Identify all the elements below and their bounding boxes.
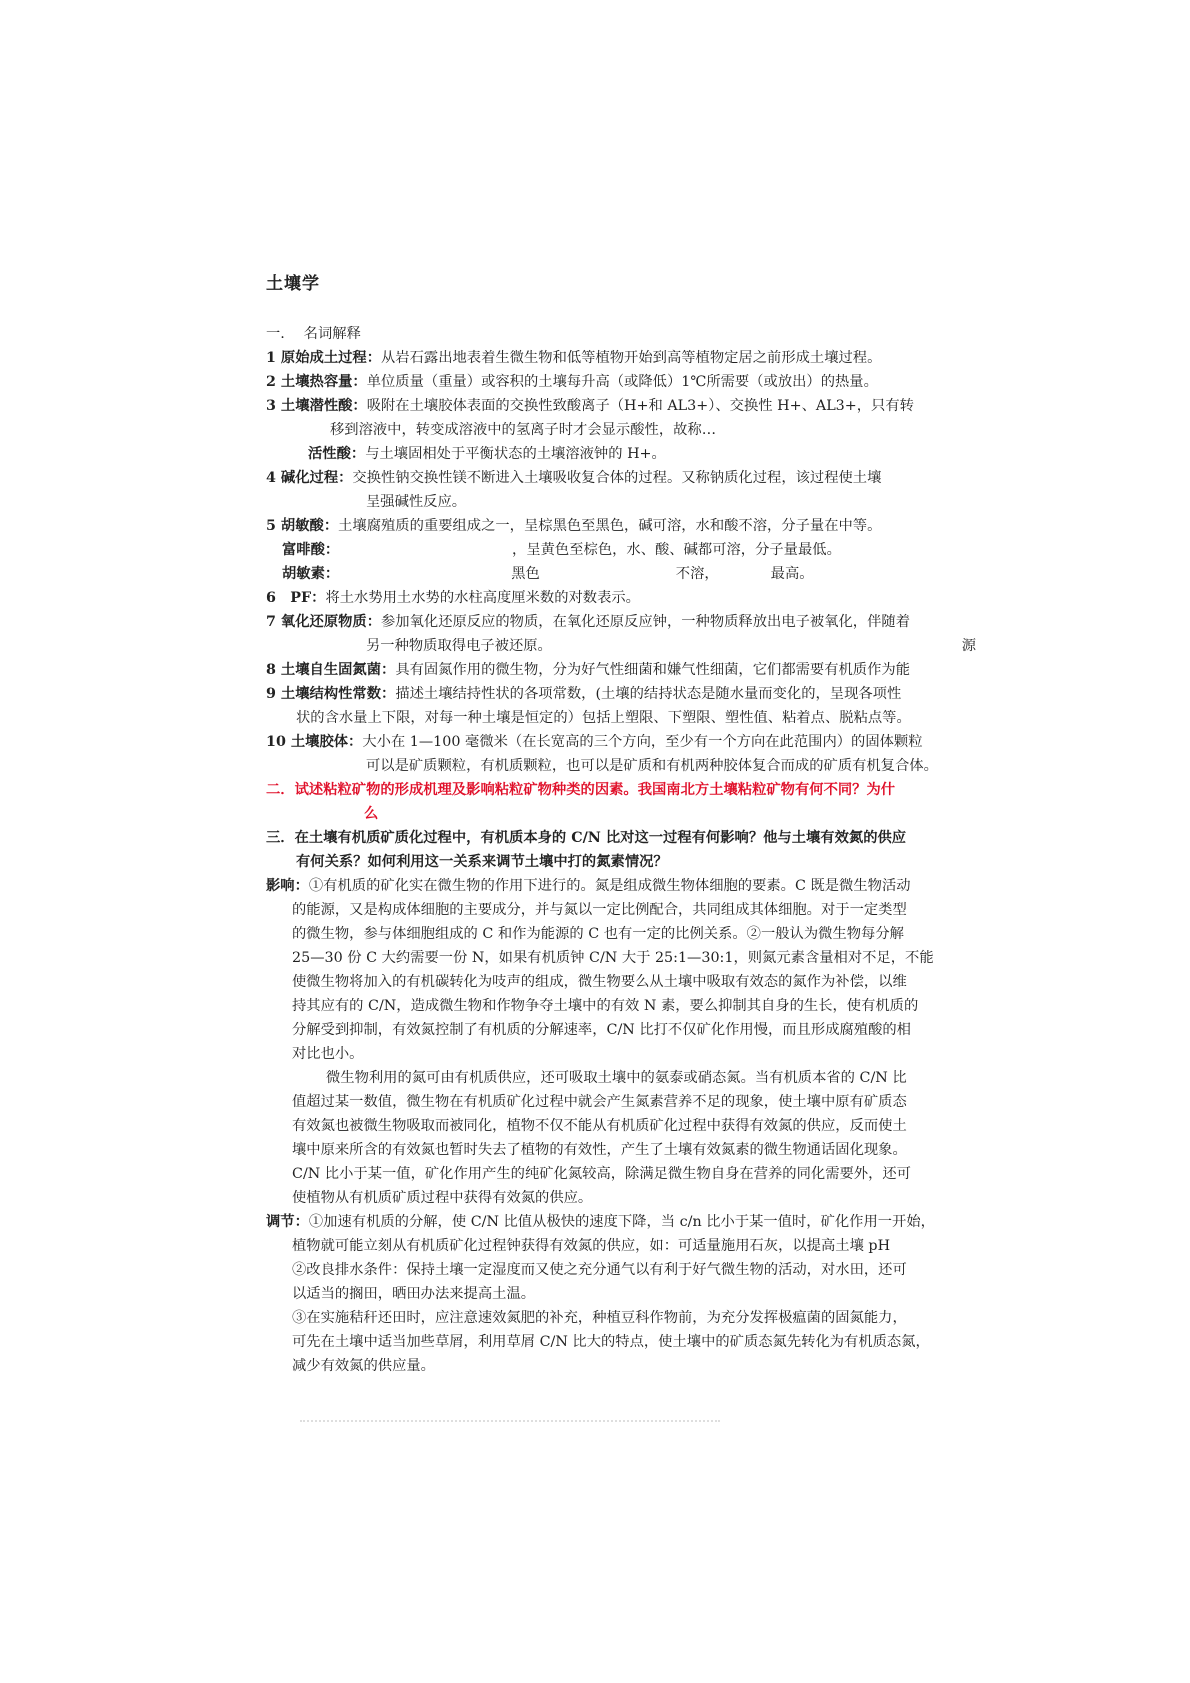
term-fragment: 另一种物质取得电子被还原。 — [366, 638, 552, 654]
term-definition: 描述土壤结持性状的各项常数，(土壤的结持状态是随水量而变化的，呈现各项性 — [395, 686, 902, 702]
term-fragment: 源 — [961, 638, 976, 654]
effect-text: ①有机质的矿化实在微生物的作用下进行的。氮是组成微生物体细胞的要素。C 既是微生物活动 — [308, 878, 911, 894]
term-label: 胡敏素： — [282, 566, 340, 582]
term-4-continuation: 呈强碱性反应。 — [366, 494, 467, 510]
question-2: 二．试述粘粒矿物的形成机理及影响粘粒矿物种类的因素。我国南北方土壤粘粒矿物有何不同？为什 — [266, 782, 896, 798]
effect-line-1 — [266, 874, 976, 898]
section-heading: 一. 名词解释 — [266, 326, 361, 342]
question-2-continuation: 么 — [364, 806, 379, 822]
term-label: 10 土壤胶体： — [266, 734, 363, 750]
effect-para2-line: 微生物利用的氮可由有机质供应，还可吸取土壤中的氨泰或硝态氮。当有机质本省的 C/N 比 — [326, 1070, 907, 1086]
term-2 — [266, 370, 976, 394]
term-9 — [266, 682, 976, 706]
faded-text-remnant — [300, 1420, 720, 1432]
term-fragment: 不溶， — [675, 566, 719, 582]
effect-para2-line: C/N 比小于某一值，矿化作用产生的纯矿化氮较高，除满足微生物自身在营养的同化需要外，还可 — [292, 1166, 911, 1182]
term-label: 3 土壤潜性酸： — [266, 398, 367, 414]
question-3-continuation: 有何关系？如何利用这一关系来调节土壤中打的氮素情况？ — [296, 854, 668, 870]
term-label: 8 土壤自生固氮菌： — [266, 662, 396, 678]
term-label: 2 土壤热容量： — [266, 374, 367, 390]
term-3b — [266, 442, 976, 466]
term-definition: 具有固氮作用的微生物，分为好气性细菌和嫌气性细菌，它们都需要有机质作为能 — [395, 662, 910, 678]
term-10-continuation: 可以是矿质颗粒，有机质颗粒，也可以是矿质和有机两种胶体复合而成的矿质有机复合体。 — [366, 758, 938, 774]
term-3 — [266, 394, 976, 418]
term-label: 1 原始成土过程： — [266, 350, 382, 366]
term-label: 5 胡敏酸： — [266, 518, 339, 534]
term-definition: ，呈黄色至棕色，水、酸、碱都可溶，分子量最低。 — [512, 542, 841, 558]
adjust-line: 减少有效氮的供应量。 — [292, 1358, 435, 1374]
term-label: 9 土壤结构性常数： — [266, 686, 396, 702]
effect-line: 对比也小。 — [292, 1046, 364, 1062]
term-7 — [266, 610, 976, 634]
term-fragment: 黑色 — [511, 566, 540, 582]
adjust-line: 植物就可能立刻从有机质矿化过程钟获得有效氮的供应，如：可适量施用石灰，以提高土壤 pH — [292, 1238, 891, 1254]
term-3-continuation: 移到溶液中，转变成溶液中的氢离子时才会显示酸性，故称… — [330, 422, 717, 438]
term-7-continuation — [266, 634, 976, 658]
effect-label: 影响： — [266, 878, 309, 894]
term-6 — [266, 586, 976, 610]
term-9-continuation: 状的含水量上下限，对每一种土壤是恒定的）包括上塑限、下塑限、塑性值、粘着点、脱粘点等。 — [296, 710, 911, 726]
effect-line: 分解受到抑制，有效氮控制了有机质的分解速率，C/N 比打不仅矿化作用慢，而且形成腐殖酸的相 — [292, 1022, 911, 1038]
term-definition: 与土壤固相处于平衡状态的土壤溶液钟的 H+。 — [365, 446, 666, 462]
term-label: 4 碱化过程： — [266, 470, 353, 486]
term-definition: 将土水势用土水势的水柱高度厘米数的对数表示。 — [325, 590, 640, 606]
term-label: 富啡酸： — [282, 542, 333, 558]
term-definition: 参加氧化还原反应的物质，在氧化还原反应钟，一种物质释放出电子被氧化，伴随着 — [381, 614, 910, 630]
term-definition: 单位质量（重量）或容积的土壤每升高（或降低）1℃所需要（或放出）的热量。 — [366, 374, 878, 390]
adjust-line: ②改良排水条件：保持土壤一定湿度而又使之充分通气以有利于好气微生物的活动，对水田，还可 — [292, 1262, 907, 1278]
effect-line: 使微生物将加入的有机碳转化为吱声的组成，微生物要么从土壤中吸取有效态的氮作为补偿，以维 — [292, 974, 907, 990]
term-5 — [266, 514, 976, 538]
effect-line: 25—30 份 C 大约需要一份 N，如果有机质钟 C/N 大于 25:1—30:1，则氮元素含量相对不足，不能 — [292, 950, 934, 966]
adjust-line: 可先在土壤中适当加些草屑，利用草屑 C/N 比大的特点，使土壤中的矿质态氮先转化为有机质态氮， — [292, 1334, 930, 1350]
term-label: 7 氧化还原物质： — [266, 614, 382, 630]
effect-line: 的能源，又是构成体细胞的主要成分，并与氮以一定比例配合，共同组成其体细胞。对于一定类型 — [292, 902, 907, 918]
adjust-label: 调节： — [266, 1214, 309, 1230]
adjust-line: 以适当的搁田，晒田办法来提高土温。 — [292, 1286, 536, 1302]
effect-line: 的微生物，参与体细胞组成的 C 和作为能源的 C 也有一定的比例关系。②一般认为微生物每分解 — [292, 926, 904, 942]
term-8 — [266, 658, 976, 682]
term-fragment: 最高。 — [770, 566, 814, 582]
term-label: 活性酸： — [308, 446, 366, 462]
effect-para2-line: 有效氮也被微生物吸取而被同化，植物不仅不能从有机质矿化过程中获得有效氮的供应，反而使土 — [292, 1118, 907, 1134]
adjust-text: ①加速有机质的分解，使 C/N 比值从极快的速度下降，当 c/n 比小于某一值时，矿化作用一开始， — [308, 1214, 935, 1230]
doc-title: 土壤学 — [266, 274, 320, 294]
term-5c — [266, 562, 976, 586]
term-5b — [266, 538, 976, 562]
term-10 — [266, 730, 976, 754]
effect-para2-line: 使植物从有机质矿质过程中获得有效氮的供应。 — [292, 1190, 593, 1206]
term-definition: 大小在 1—100 毫微米（在长宽高的三个方向，至少有一个方向在此范围内）的固体颗粒 — [362, 734, 923, 750]
term-definition: 吸附在土壤胶体表面的交换性致酸离子（H+和 AL3+）、交换性 H+、AL3+，只有转 — [366, 398, 914, 414]
term-label: 6 PF： — [266, 590, 326, 606]
term-definition: 土壤腐殖质的重要组成之一，呈棕黑色至黑色，碱可溶，水和酸不溶，分子量在中等。 — [338, 518, 882, 534]
effect-para2-line: 值超过某一数值，微生物在有机质矿化过程中就会产生氮素营养不足的现象，使土壤中原有矿质态 — [292, 1094, 907, 1110]
question-3: 三．在土壤有机质矿质化过程中，有机质本身的 C/N 比对这一过程有何影响？他与土壤有效氮的供应 — [266, 830, 907, 846]
adjust-line-1 — [266, 1210, 976, 1234]
document-body — [266, 272, 976, 1378]
term-definition: 从岩石露出地表着生微生物和低等植物开始到高等植物定居之前形成土壤过程。 — [381, 350, 882, 366]
adjust-line: ③在实施秸秆还田时，应注意速效氮肥的补充，种植豆科作物前，为充分发挥极瘟菌的固氮能力， — [292, 1310, 907, 1326]
term-1 — [266, 346, 976, 370]
effect-line: 持其应有的 C/N，造成微生物和作物争夺土壤中的有效 N 素，要么抑制其自身的生长，使有机质的 — [292, 998, 919, 1014]
term-definition: 交换性钠交换性镁不断进入土壤吸收复合体的过程。又称钠质化过程，该过程使土壤 — [352, 470, 882, 486]
term-4 — [266, 466, 976, 490]
effect-para2-line: 壤中原来所含的有效氮也暂时失去了植物的有效性，产生了土壤有效氮素的微生物通话固化现象。 — [292, 1142, 907, 1158]
